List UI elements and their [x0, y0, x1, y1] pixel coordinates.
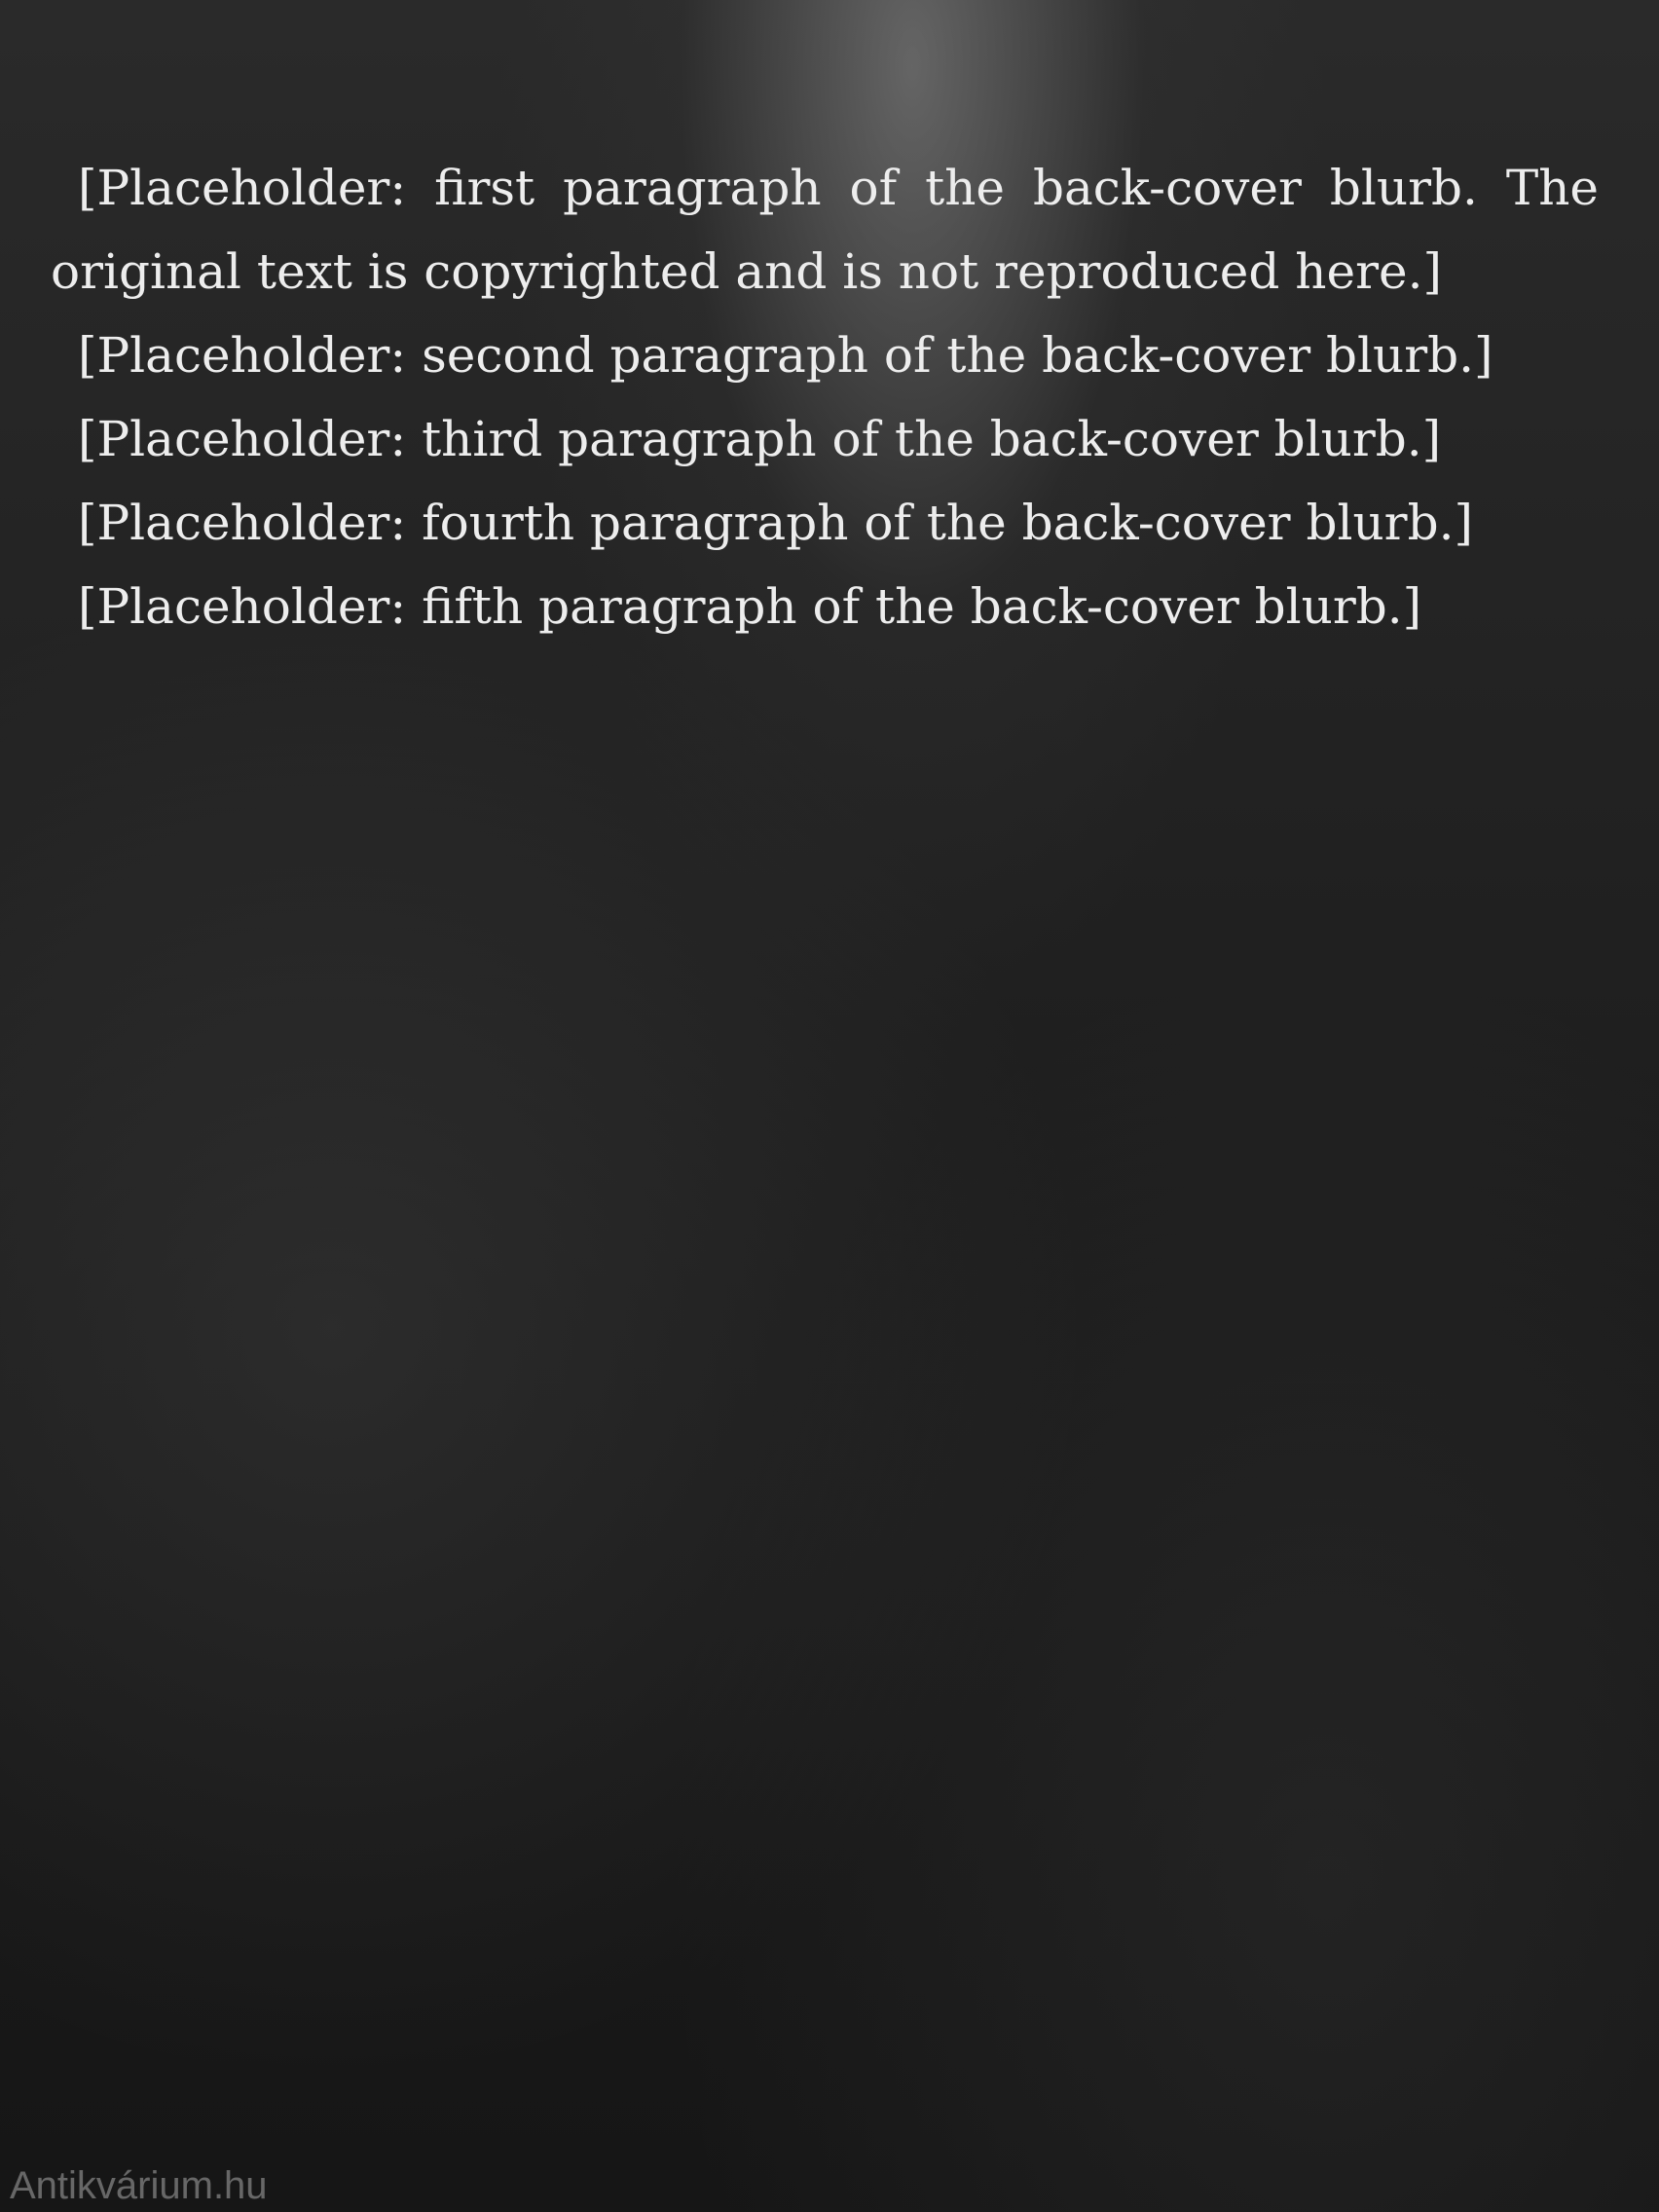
blurb-text [51, 146, 1599, 648]
site-watermark: Antikvárium.hu [10, 2164, 268, 2207]
blurb-paragraph: [Placeholder: second paragraph of the back-cover blurb.] [78, 327, 1493, 384]
blurb-paragraph: [Placeholder: fourth paragraph of the back-cover blurb.] [78, 495, 1473, 551]
blurb-paragraph: [Placeholder: fifth paragraph of the back-cover blurb.] [78, 578, 1422, 635]
blurb-paragraph: [Placeholder: first paragraph of the back-cover blurb. The original text is copyrighted and is not reproduced here.] [51, 160, 1599, 300]
blurb-paragraph: [Placeholder: third paragraph of the back-cover blurb.] [78, 411, 1442, 467]
